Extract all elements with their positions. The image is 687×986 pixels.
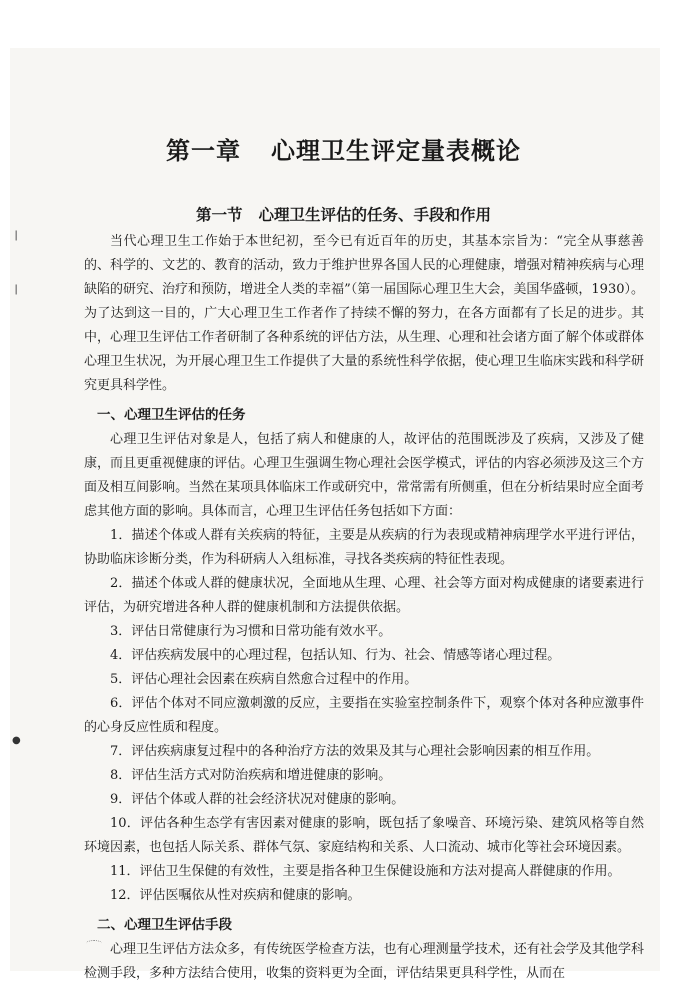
list-item: 4．评估疾病发展中的心理过程，包括认知、行为、社会、情感等诸心理过程。 [110, 648, 561, 663]
section-number: 第一节 [195, 205, 243, 224]
list-item: 10．评估各种生态学有害因素对健康的影响，既包括了象噪音、环境污染、建筑风格等自然环境因素，也包括人际关系、群体气氛、家庭结构和关系、人口流动、城市化等社会环境因素。 [84, 816, 644, 855]
list-item: 9．评估个体或人群的社会经济状况对健康的影响。 [110, 792, 405, 807]
part1-intro-paragraph: 心理卫生评估对象是人，包括了病人和健康的人，故评估的范围既涉及了疾病，又涉及了健康，而且更重视健康的评估。心理卫生强调生物心理社会医学模式，评估的内容必须涉及这三个方面及相互间影响。当然在某项具体临床工作或研究中，常常需有所侧重，但在分析结果时应全面考虑其他方面的影响。具体而言，心理卫生评估任务包括如下方面： [84, 432, 644, 519]
list-item: 8．评估生活方式对防治疾病和增进健康的影响。 [110, 768, 392, 783]
intro-paragraph: 当代心理卫生工作始于本世纪初，至今已有近百年的历史，其基本宗旨为：“完全从事慈善的、科学的、文艺的、教育的活动，致力于维护世界各国人民的心理健康，增强对精神疾病与心理缺陷的研究、治疗和预防，增进全人类的幸福”（第一届国际心理卫生大会，美国华盛顿，1930）。为了达到这一目的，广大心理卫生工作者作了持续不懈的努力，在各方面都有了长足的进步。其中，心理卫生评估工作者研制了各种系统的评估方法，从生理、心理和社会诸方面了解个体或群体心理卫生状况，为开展心理卫生工作提供了大量的系统性科学依据，使心理卫生临床实践和科学研究更具科学性。 [84, 234, 644, 393]
part2-intro-paragraph: 心理卫生评估方法众多，有传统医学检查方法，也有心理测量学技术，还有社会学及其他学科检测手段，多种方法结合使用，收集的资料更为全面，评估结果更具科学性，从而在 [84, 942, 644, 981]
body-text [84, 230, 644, 986]
list-item: 3．评估日常健康行为习惯和日常功能有效水平。 [110, 624, 392, 639]
margin-punch-mark: ● [12, 735, 21, 746]
list-item: 1．描述个体或人群有关疾病的特征，主要是从疾病的行为表现或精神病理学水平进行评估，协助临床诊断分类，作为科研病人入组标准，寻找各类疾病的特征性表现。 [84, 528, 644, 567]
section-name: 心理卫生评估的任务、手段和作用 [258, 205, 492, 224]
section-title [0, 203, 687, 225]
list-item: 5．评估心理社会因素在疾病自然愈合过程中的作用。 [110, 672, 418, 687]
scan-smudge [86, 940, 102, 947]
margin-punch-mark: ❘ [12, 230, 21, 241]
chapter-name: 心理卫生评定量表概论 [271, 137, 521, 166]
chapter-title [0, 131, 687, 166]
list-item: 7．评估疾病康复过程中的各种治疗方法的效果及其与心理社会影响因素的相互作用。 [110, 744, 600, 759]
list-item: 12．评估医嘱依从性对疾病和健康的影响。 [110, 888, 361, 903]
list-item: 6．评估个体对不同应激刺激的反应，主要指在实验室控制条件下，观察个体对各种应激事件的心身反应性质和程度。 [84, 696, 644, 735]
part2-heading: 二、心理卫生评估手段 [97, 917, 232, 933]
part1-heading: 一、心理卫生评估的任务 [97, 407, 246, 423]
margin-punch-mark: ❘ [12, 284, 21, 295]
list-item: 2．描述个体或人群的健康状况，全面地从生理、心理、社会等方面对构成健康的诸要素进行评估，为研究增进各种人群的健康机制和方法提供依据。 [84, 576, 644, 615]
list-item: 11．评估卫生保健的有效性，主要是指各种卫生保健设施和方法对提高人群健康的作用。 [110, 864, 621, 879]
chapter-number: 第一章 [166, 137, 241, 166]
